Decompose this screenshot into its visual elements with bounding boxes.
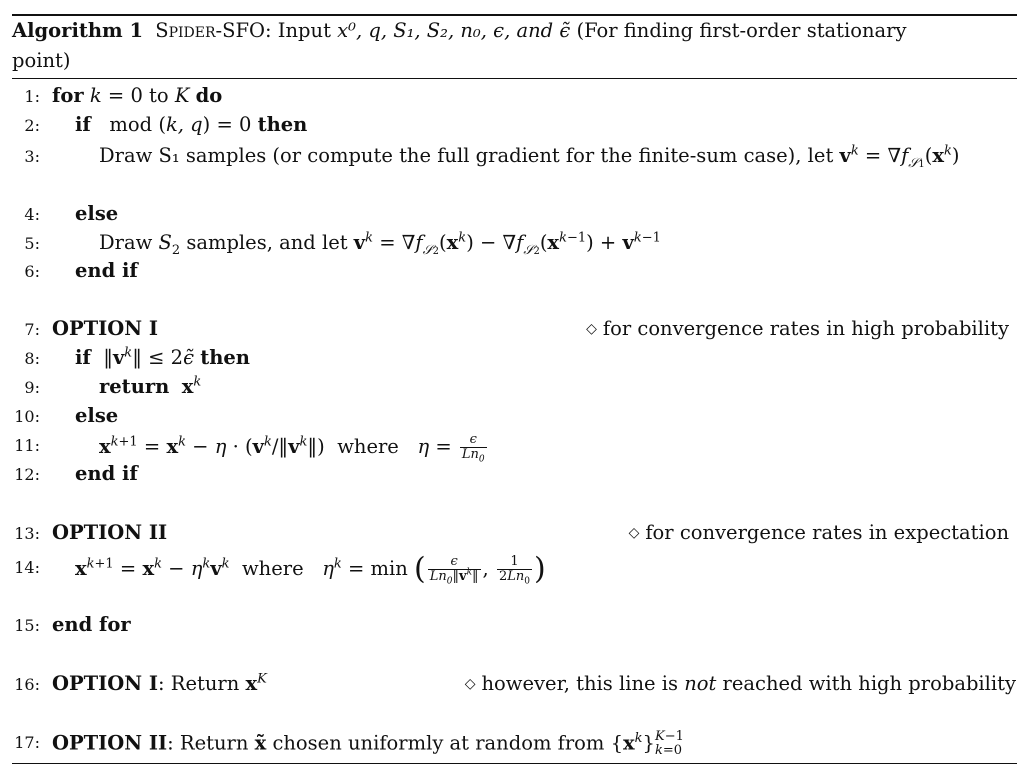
comment-16-text: however, this line is xyxy=(481,672,678,695)
where-text: where xyxy=(337,435,399,458)
line-10 xyxy=(75,404,118,428)
line-number: 1: xyxy=(24,87,40,106)
keyword-end-for: end for xyxy=(52,613,131,636)
comment-16 xyxy=(465,672,1016,696)
keyword-option-1: OPTION I xyxy=(52,317,159,340)
line-number: 16: xyxy=(14,675,40,694)
top-rule-thick xyxy=(12,14,1017,16)
comment-16-not: not xyxy=(684,672,717,695)
line-5-text-a: Draw xyxy=(99,231,153,254)
line-number: 15: xyxy=(14,616,40,635)
line-5: Draw $S_2$ samples, and let $v^k = \nabla f_{𝒮2}(x^k) - \nabla f_{𝒮2}(x^{k-1}) + v^{k-1}$ xyxy=(99,230,661,258)
keyword-option-2: OPTION II xyxy=(52,521,168,544)
line-3: Draw S₁ samples (or compute the full gradient for the finite-sum case), let $v^k = \nabla f_{𝒮1}(x^k)$ xyxy=(99,143,960,171)
algorithm-name: Spider-SFO xyxy=(155,19,266,42)
comment-7 xyxy=(586,317,1009,341)
keyword-option-1: OPTION I xyxy=(52,672,159,695)
keyword-end-if: end if xyxy=(75,259,138,282)
keyword-option-2: OPTION II xyxy=(52,731,168,755)
line-7 xyxy=(52,317,158,341)
diamond-icon: ◇ xyxy=(464,676,476,692)
line-number: 14: xyxy=(14,558,40,577)
algorithm-caption xyxy=(12,19,907,43)
keyword-for: for xyxy=(52,84,84,107)
line-number: 11: xyxy=(14,436,40,455)
line-number: 12: xyxy=(14,465,40,484)
mod-text: mod xyxy=(109,113,153,136)
line-number: 13: xyxy=(14,524,40,543)
line-number: 4: xyxy=(24,205,40,224)
input-variables: x⁰, q, S₁, S₂, n₀, ϵ, and ϵ̃ xyxy=(337,19,571,42)
keyword-then: then xyxy=(200,346,250,369)
comment-7-text: for convergence rates in high probability xyxy=(602,317,1009,340)
line-13 xyxy=(52,521,167,545)
return-text: : Return xyxy=(167,731,249,755)
algorithm-caption-cont xyxy=(12,49,70,73)
keyword-if: if xyxy=(75,113,91,136)
to-text: to xyxy=(149,84,169,107)
keyword-else: else xyxy=(75,404,119,427)
header-bottom-rule xyxy=(12,78,1017,79)
line-8: if $‖v^k‖$ ≤ 2ϵ̃ then xyxy=(75,345,250,369)
line-number: 6: xyxy=(24,262,40,281)
line-17-text: chosen uniformly at random from xyxy=(272,731,605,755)
keyword-return: return xyxy=(99,375,170,398)
eta-k-fraction-2: $\frac{1}{2Ln_0}$ xyxy=(498,554,530,587)
eta-k-fraction-1: $\frac{\epsilon}{Ln_0‖v^k‖}$ xyxy=(429,554,479,587)
diamond-icon: ◇ xyxy=(628,525,640,541)
comment-13-text: for convergence rates in expectation xyxy=(645,521,1009,544)
keyword-if: if xyxy=(75,346,91,369)
comment-13 xyxy=(629,521,1009,545)
line-3-text: Draw S₁ samples (or compute the full gradient for the finite-sum case), let xyxy=(99,144,834,167)
line-12 xyxy=(75,462,138,486)
keyword-end-if: end if xyxy=(75,462,138,485)
caption-note-2: point) xyxy=(12,49,71,72)
algorithm-label: Algorithm 1 xyxy=(12,19,144,42)
caption-note-1: (For finding first-order stationary xyxy=(576,19,907,42)
line-number: 9: xyxy=(24,378,40,397)
keyword-do: do xyxy=(195,84,223,107)
line-9: return $x^k$ xyxy=(99,374,202,398)
keyword-then: then xyxy=(257,113,308,136)
line-5-text-b: samples, and let xyxy=(186,231,348,254)
eta-fraction: $\frac{\epsilon}{Ln_0}$ xyxy=(461,432,485,465)
line-number: 8: xyxy=(24,349,40,368)
line-17: OPTION II: Return x̃ chosen uniformly at random from $\{x^k\}$ K−1 k=0 xyxy=(52,729,684,758)
keyword-else: else xyxy=(75,202,119,225)
line-number: 7: xyxy=(24,320,40,339)
bottom-rule xyxy=(12,763,1017,764)
line-number: 2: xyxy=(24,116,40,135)
line-number: 10: xyxy=(14,407,40,426)
min-text: min xyxy=(370,557,408,580)
where-text: where xyxy=(241,557,304,580)
line-2: if mod (k, q) = 0 then xyxy=(75,113,308,136)
line-number: 17: xyxy=(14,733,40,752)
line-16: OPTION I: Return $x^K$ xyxy=(52,671,267,695)
line-number: 5: xyxy=(24,234,40,253)
diamond-icon: ◇ xyxy=(586,321,597,337)
line-4 xyxy=(75,202,118,226)
return-text: : Return xyxy=(158,672,240,695)
line-number: 3: xyxy=(24,147,40,166)
line-14: $x^{k+1} = x^k - \eta^kv^k$ where $\eta^k = \min$ ( $\frac{\epsilon}{Ln_0‖v^k‖}$ , $\frac{1}{2Ln_0}$ ) xyxy=(75,551,546,587)
line-1: for k = 0 to K do xyxy=(52,84,223,107)
comment-16-end: reached with high probability xyxy=(722,672,1016,695)
input-text: : Input xyxy=(265,19,331,42)
line-15 xyxy=(52,613,131,637)
line-11: $x^{k+1} = x^k - \eta$ · $(v^k/‖v^k‖)$ where η = $\frac{\epsilon}{Ln_0}$ xyxy=(99,432,485,465)
line-6 xyxy=(75,259,138,283)
